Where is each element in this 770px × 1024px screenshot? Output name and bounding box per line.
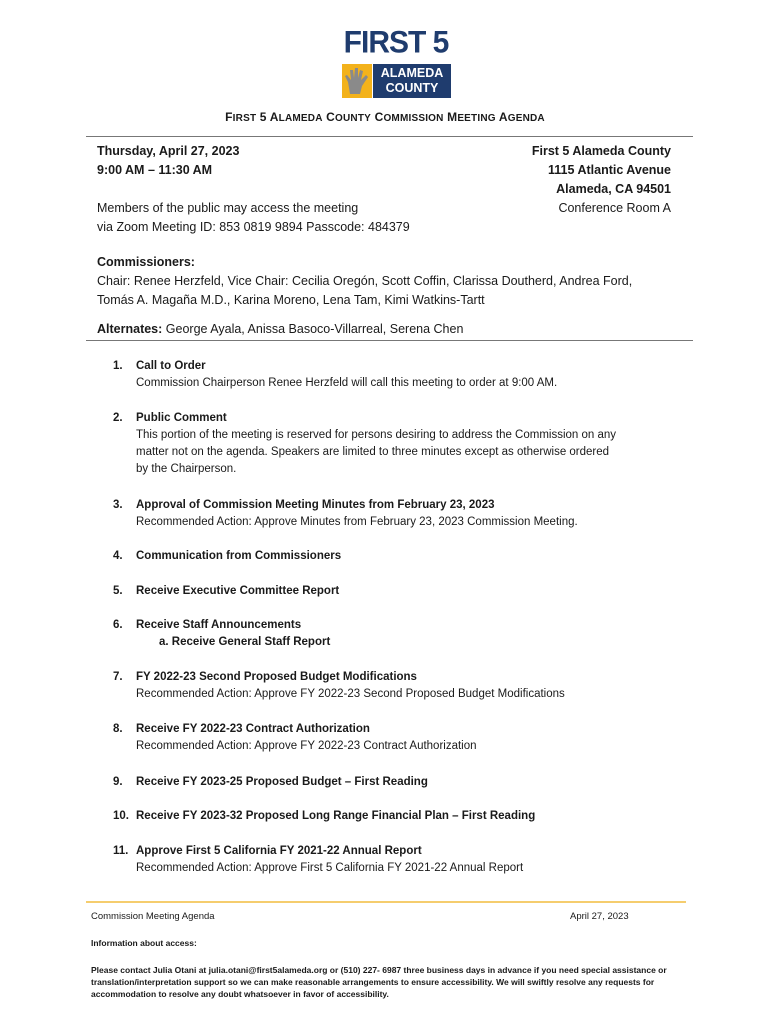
agenda-desc: Recommended Action: Approve FY 2022-23 Second Proposed Budget Modifications: [136, 688, 565, 700]
hand-icon: [342, 64, 372, 98]
agenda-item: [113, 410, 673, 478]
alternates-names: George Ayala, Anissa Basoco-Villarreal, Serena Chen: [165, 322, 464, 336]
title-sc: EETING: [457, 113, 496, 124]
agenda-number: 3.: [113, 499, 123, 511]
page-title: [0, 110, 770, 124]
agenda-title: Approve First 5 California FY 2021-22 Annual Report: [136, 845, 422, 857]
agenda-item: [113, 721, 673, 755]
title-cap: F: [225, 110, 233, 124]
commissioners-label: Commissioners:: [97, 255, 195, 269]
logo-box-line2: COUNTY: [385, 81, 439, 95]
agenda-title: Communication from Commissioners: [136, 550, 342, 562]
title-sc: OUNTY: [335, 113, 372, 124]
agenda-desc: This portion of the meeting is reserved for persons desiring to address the Commission on any: [136, 429, 617, 441]
agenda-desc: Recommended Action: Approve FY 2022-23 Contract Authorization: [136, 740, 477, 752]
footer-date: April 27, 2023: [570, 911, 629, 922]
agenda-item: [113, 548, 673, 565]
title-cap: C: [322, 110, 336, 124]
agenda-title: Receive Executive Committee Report: [136, 585, 340, 597]
zoom-access-line2: via Zoom Meeting ID: 853 0819 9894 Passcode: 484379: [97, 220, 410, 234]
agenda-title: FY 2022-23 Second Proposed Budget Modifications: [136, 671, 417, 683]
agenda-desc: by the Chairperson.: [136, 463, 237, 475]
agenda-item: [113, 617, 673, 651]
meeting-details: [97, 142, 410, 237]
agenda-number: 1.: [113, 360, 123, 372]
title-sc: IRST: [232, 113, 257, 124]
agenda-item: [113, 358, 673, 392]
access-text: Please contact Julia Otani at julia.otani@first5alameda.org or (510) 227- 6987 three business days in advance if you need special assistance or translation/interpretation support so we can make reasonable arrangements to ensure accessibility. We will swiftly resolve any requests for accommodation to resolve any doubt whatsoever in favor of accessibility.: [91, 965, 667, 999]
meeting-location: [532, 142, 671, 218]
agenda-desc: Commission Chairperson Renee Herzfeld will call this meeting to order at 9:00 AM.: [136, 377, 558, 389]
agenda-title: Call to Order: [136, 360, 206, 372]
logo-box-line1: ALAMEDA: [380, 66, 444, 80]
title-sc: GENDA: [507, 113, 545, 124]
title-cap: 5 A: [256, 110, 279, 124]
agenda-number: 6.: [113, 619, 123, 631]
agenda-number: 11.: [113, 845, 129, 857]
agenda-number: 8.: [113, 723, 123, 735]
meeting-date: Thursday, April 27, 2023: [97, 144, 240, 158]
agenda-item: [113, 808, 673, 825]
agenda-item: [113, 497, 673, 531]
agenda-desc: matter not on the agenda. Speakers are limited to three minutes except as otherwise ordered: [136, 446, 610, 458]
access-heading: Information about access:: [91, 938, 197, 948]
title-cap: M: [443, 110, 458, 124]
commissioners-line1: Chair: Renee Herzfeld, Vice Chair: Cecilia Oregón, Scott Coffin, Clarissa Doutherd, Andrea Ford,: [97, 274, 633, 288]
logo-wordmark: FIRST 5: [343, 25, 449, 60]
meeting-time: 9:00 AM – 11:30 AM: [97, 163, 213, 177]
first5-logo: [342, 25, 452, 100]
commissioners-section: [97, 253, 697, 310]
footer-divider: [86, 901, 686, 903]
agenda-title: Approval of Commission Meeting Minutes from February 23, 2023: [136, 499, 495, 511]
section-rule: [86, 340, 693, 341]
location-room: Conference Room A: [558, 201, 671, 215]
agenda-title: Receive FY 2023-32 Proposed Long Range Financial Plan – First Reading: [136, 810, 536, 822]
agenda-title: Receive Staff Announcements: [136, 619, 302, 631]
agenda-title: Public Comment: [136, 412, 227, 424]
agenda-item: [113, 583, 673, 600]
commissioners-line2: Tomás A. Magaña M.D., Karina Moreno, Lena Tam, Kimi Watkins-Tartt: [97, 293, 485, 307]
logo-county-box: [373, 64, 451, 98]
title-rule: [86, 136, 693, 137]
agenda-number: 9.: [113, 776, 123, 788]
agenda-title: Receive FY 2023-25 Proposed Budget – First Reading: [136, 776, 428, 788]
agenda-number: 4.: [113, 550, 123, 562]
location-name: First 5 Alameda County: [531, 144, 671, 158]
alternates-label: Alternates:: [97, 322, 163, 336]
title-sc: LAMEDA: [278, 113, 323, 124]
agenda-number: 7.: [113, 671, 123, 683]
agenda-item: [113, 843, 673, 877]
agenda-item: [113, 774, 673, 791]
location-address2: Alameda, CA 94501: [556, 182, 671, 196]
agenda-title: Receive FY 2022-23 Contract Authorization: [136, 723, 370, 735]
agenda-number: 10.: [113, 810, 129, 822]
alternates-section: [97, 322, 463, 336]
title-cap: A: [495, 110, 508, 124]
agenda-desc: Recommended Action: Approve Minutes from February 23, 2023 Commission Meeting.: [136, 516, 578, 528]
agenda-item: [113, 669, 673, 703]
footer-doc-title: Commission Meeting Agenda: [91, 911, 215, 922]
agenda-desc: Recommended Action: Approve First 5 California FY 2021-22 Annual Report: [136, 862, 524, 874]
zoom-access-line1: Members of the public may access the meeting: [97, 201, 359, 215]
location-address1: 1115 Atlantic Avenue: [548, 163, 671, 177]
title-cap: C: [371, 110, 384, 124]
title-sc: OMMISSION: [383, 113, 444, 124]
agenda-number: 5.: [113, 585, 123, 597]
agenda-number: 2.: [113, 412, 123, 424]
agenda-subitem: a. Receive General Staff Report: [159, 636, 331, 648]
